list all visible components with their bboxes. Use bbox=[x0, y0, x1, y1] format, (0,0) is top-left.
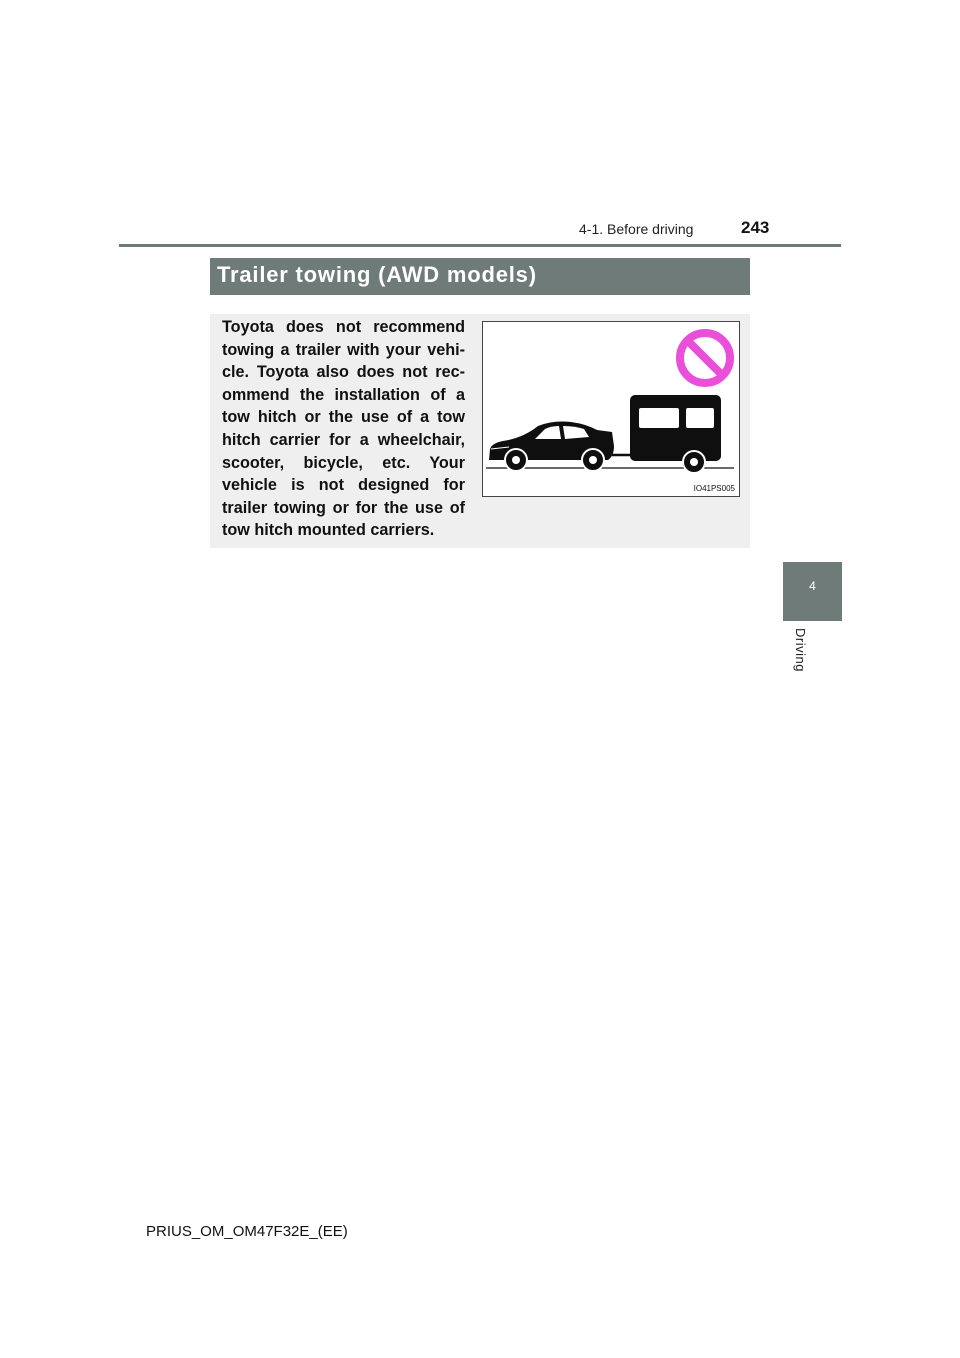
body-line: scooter, bicycle, etc. Your bbox=[222, 453, 465, 472]
prohibition-icon bbox=[680, 333, 730, 383]
document-code: PRIUS_OM_OM47F32E_(EE) bbox=[146, 1223, 348, 1240]
body-line: ommend the installation of a bbox=[222, 385, 465, 404]
body-line: hitch carrier for a wheelchair, bbox=[222, 430, 465, 449]
body-paragraph bbox=[222, 316, 465, 542]
towing-illustration bbox=[482, 321, 740, 497]
figure-code: IO41PS005 bbox=[693, 484, 735, 493]
chapter-number: 4 bbox=[809, 579, 816, 593]
chapter-tab bbox=[783, 562, 842, 621]
body-line: tow hitch mounted carriers. bbox=[222, 521, 435, 540]
body-line: towing a trailer with your vehi- bbox=[222, 340, 465, 359]
section-title: Trailer towing (AWD models) bbox=[217, 262, 537, 287]
section-label: 4-1. Before driving bbox=[579, 221, 694, 237]
chapter-label: Driving bbox=[793, 628, 808, 672]
body-line: cle. Toyota also does not rec- bbox=[222, 363, 465, 382]
car-icon bbox=[489, 422, 614, 472]
body-line: trailer towing or for the use of bbox=[222, 498, 465, 517]
body-line: vehicle is not designed for bbox=[222, 476, 465, 495]
towing-scene bbox=[483, 322, 739, 496]
body-line: Toyota does not recommend bbox=[222, 318, 465, 336]
body-line: tow hitch or the use of a tow bbox=[222, 408, 465, 427]
section-title-bar bbox=[210, 258, 750, 295]
header-divider bbox=[119, 244, 841, 247]
page-number: 243 bbox=[741, 218, 770, 237]
info-box bbox=[210, 314, 750, 548]
trailer-icon bbox=[630, 395, 721, 473]
